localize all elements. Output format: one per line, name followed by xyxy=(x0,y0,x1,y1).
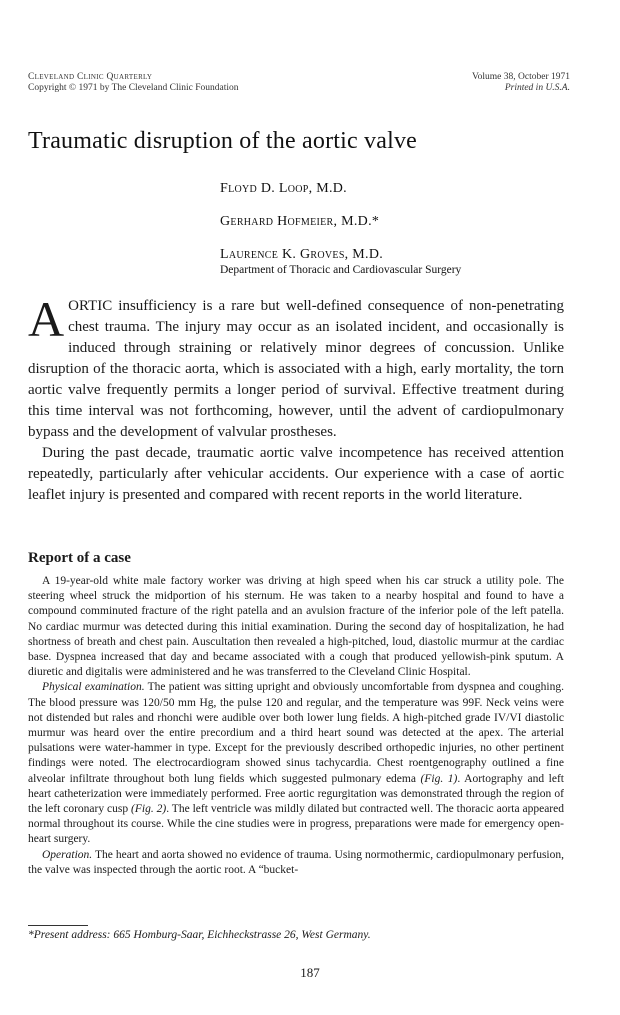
body-paragraph: Operation. The heart and aorta showed no evidence of trauma. Using normothermic, cardiopulmonary perfusion, the valve was inspected through the aortic root. A “bucket- xyxy=(28,848,564,876)
intro-paragraph-text: ORTIC insufficiency is a rare but well-defined consequence of non-penetrating chest trauma. The injury may occur as an isolated incident, and occasionally is induced through straining or relatively minor degrees of concussion. Unlike disruption of the thoracic aorta, which is associated with a high, early mortality, the torn aortic valve frequently permits a longer period of survival. Effective treatment during this time interval was not forthcoming, however, until the advent of cardiopulmonary bypass and the development of valvular prostheses. xyxy=(28,298,564,440)
author-name: Gerhard Hofmeier, M.D.* xyxy=(220,214,380,229)
intro-paragraph: During the past decade, traumatic aortic valve incompetence has received attention repeatedly, particularly after vehicular accidents. Our experience with a case of aortic leaflet injury is presented and compared with recent reports in the world literature. xyxy=(28,445,564,503)
body-paragraph: A 19-year-old white male factory worker was driving at high speed when his car struck a utility pole. The steering wheel struck the midportion of his sternum. He was taken to a nearby hospital and found to have a compound comminuted fracture of the right patella and an avulsion fracture of the inferior pole of the left patella. No cardiac murmur was detected during this initial examination. During the second day of hospitalization, he had shortness of breath and chest pain. Auscultation then revealed a high-pitched, loud, diastolic murmur at the cardiac base. Dyspnea increased that day and became associated with a cough that produced yellowish-pink sputum. A diuretic and digitalis were administered and he was transferred to the Cleveland Clinic Hospital. xyxy=(28,575,564,679)
figure-ref: (Fig. 1) xyxy=(420,772,458,785)
body-paragraph: Physical examination. The patient was sitting upright and obviously uncomfortable from dyspnea and coughing. The blood pressure was 120/50 mm Hg, the pulse 120 and regular, and the temperature was 99F. Neck veins were not distended but rales and rhonchi were audible over both lower lung fields. A high-pitched grade IV/VI diastolic murmur was heard over the entire precordium and a third heart sound was detected at the apex. The arterial pulsations were water-hammer in type. Except for the previously described orthopedic injuries, no other pertinent findings were noted. The electrocardiogram showed sinus tachycardia. Chest roentgenography outlined a fine alveolar infiltrate throughout both lung fields which suggested pulmonary edema (Fig. 1). Aortography and left heart catheterization were immediately performed. Free aortic regurgitation was demonstrated through the region of the left coronary cusp (Fig. 2). The left ventricle was mildly dilated but contracted well. The thoracic aorta appeared normal throughout its course. While the cine studies were in progress, preparations were made for emergency open-heart surgery. xyxy=(28,681,564,846)
intro-text xyxy=(28,291,564,506)
paragraph-label: Physical examination. xyxy=(42,681,145,694)
copyright-line: Copyright © 1971 by The Cleveland Clinic Foundation xyxy=(28,83,239,93)
article-title: Traumatic disruption of the aortic valve xyxy=(28,128,418,154)
section-heading: Report of a case xyxy=(28,550,131,566)
author-name: Floyd D. Loop, M.D. xyxy=(220,181,347,196)
volume-line: Volume 38, October 1971 xyxy=(472,72,570,82)
figure-ref: (Fig. 2) xyxy=(131,803,167,816)
author-block xyxy=(220,180,461,277)
author-name: Laurence K. Groves, M.D. xyxy=(220,247,384,262)
journal-name: Cleveland Clinic Quarterly xyxy=(28,72,153,82)
printed-line: Printed in U.S.A. xyxy=(504,83,570,93)
footnote: *Present address: 665 Homburg-Saar, Eichheckstrasse 26, West Germany. xyxy=(28,929,371,941)
intro-paragraph xyxy=(28,291,564,443)
paragraph-label: Operation. xyxy=(42,848,93,861)
footnote-rule xyxy=(28,925,88,926)
page-number: 187 xyxy=(300,965,320,980)
running-header-right xyxy=(472,72,570,94)
department: Department of Thoracic and Cardiovascular Surgery xyxy=(220,264,462,276)
drop-cap: A xyxy=(28,291,65,347)
case-report-text xyxy=(28,574,564,878)
running-header-left xyxy=(28,72,238,94)
